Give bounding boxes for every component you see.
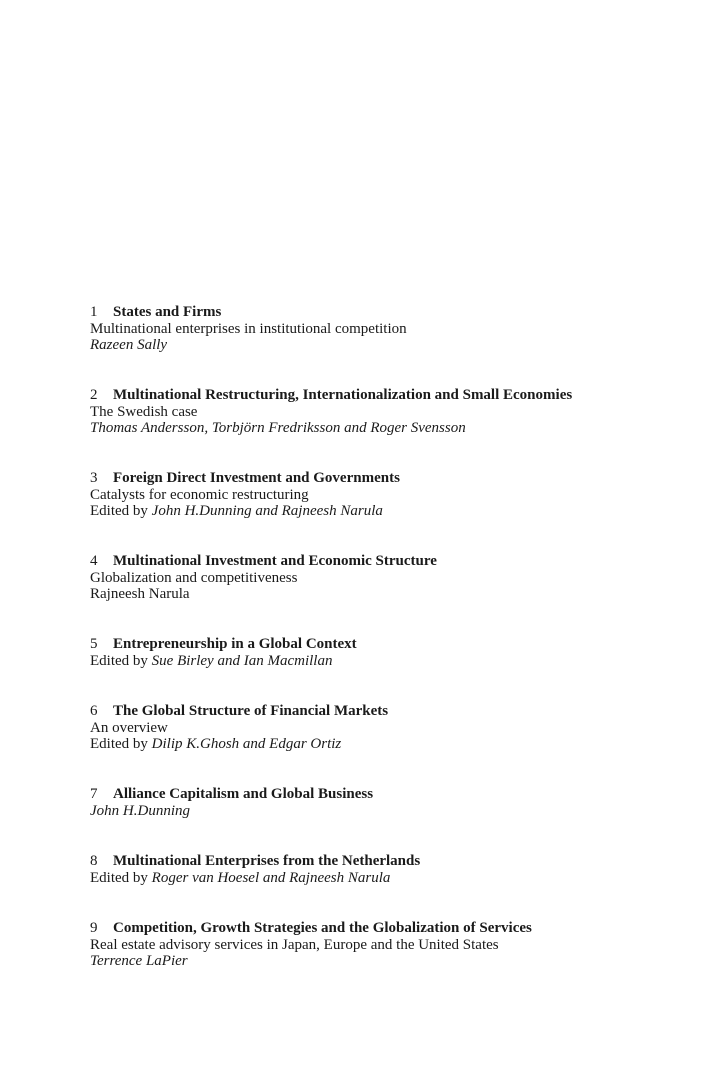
entry-author: Rajneesh Narula xyxy=(90,586,190,603)
entry-author-line xyxy=(90,736,710,753)
entry-title-line xyxy=(90,703,710,720)
entry-title-line xyxy=(90,470,710,487)
entry-title: Multinational Restructuring, Internationalization and Small Economies xyxy=(113,387,573,403)
entry-title-line xyxy=(90,920,710,937)
entry-title: The Global Structure of Financial Markets xyxy=(113,703,389,719)
entry-author-line xyxy=(90,870,710,887)
entry-author: Razeen Sally xyxy=(90,337,168,354)
entry-subtitle: The Swedish case xyxy=(90,403,198,420)
entry-title-line xyxy=(90,786,710,803)
entry-title: Alliance Capitalism and Global Business xyxy=(113,786,374,802)
entry-title: Foreign Direct Investment and Governments xyxy=(113,470,400,486)
entry-author: Sue Birley and Ian Macmillan xyxy=(151,652,333,669)
entry-title: Entrepreneurship in a Global Context xyxy=(113,636,357,652)
entry-title-line xyxy=(90,853,710,870)
entry-author-prefix: Edited by xyxy=(90,503,148,520)
entry-title-line xyxy=(90,387,710,404)
entry-author-line xyxy=(90,503,710,520)
entry-title-line xyxy=(90,636,710,653)
entry-title-line xyxy=(90,304,710,321)
entry-subtitle: Multinational enterprises in institutional competition xyxy=(90,320,407,337)
entry-number: 6 xyxy=(90,703,98,719)
entry-number: 8 xyxy=(90,853,98,869)
entry-title: Multinational Enterprises from the Netherlands xyxy=(113,853,421,869)
entry-author: Terrence LaPier xyxy=(90,953,188,970)
entry-title: States and Firms xyxy=(113,304,222,320)
entry-number: 1 xyxy=(90,304,98,320)
entry-author: John H.Dunning xyxy=(90,802,190,819)
entry-author-prefix: Edited by xyxy=(90,652,148,669)
entry-author-prefix: Edited by xyxy=(90,736,148,753)
entry-author-prefix: Edited by xyxy=(90,869,148,886)
entry-title: Competition, Growth Strategies and the Globalization of Services xyxy=(113,920,532,936)
entry-subtitle: An overview xyxy=(90,719,168,736)
entry-subtitle: Real estate advisory services in Japan, Europe and the United States xyxy=(90,936,499,953)
entry-subtitle: Catalysts for economic restructuring xyxy=(90,486,309,503)
entry-title: Multinational Investment and Economic Structure xyxy=(113,553,437,569)
series-entry-7 xyxy=(90,786,710,819)
entry-number: 7 xyxy=(90,786,98,802)
series-entry-9 xyxy=(90,920,710,970)
entry-number: 4 xyxy=(90,553,98,569)
series-entry-3 xyxy=(90,470,710,520)
entry-title-line xyxy=(90,553,710,570)
entry-number: 9 xyxy=(90,920,98,936)
entry-number: 5 xyxy=(90,636,98,652)
entry-author-line xyxy=(90,653,710,670)
series-entry-5 xyxy=(90,636,710,669)
entry-subtitle: Globalization and competitiveness xyxy=(90,569,298,586)
series-entry-4 xyxy=(90,553,710,603)
entry-author: Thomas Andersson, Torbjörn Fredriksson and Roger Svensson xyxy=(90,420,466,437)
series-entry-1 xyxy=(90,304,710,354)
entry-author: John H.Dunning and Rajneesh Narula xyxy=(151,503,383,520)
series-entry-8 xyxy=(90,853,710,886)
entry-number: 2 xyxy=(90,387,98,403)
entry-number: 3 xyxy=(90,470,98,486)
series-entry-6 xyxy=(90,703,710,753)
series-entry-2 xyxy=(90,387,710,437)
entry-author: Roger van Hoesel and Rajneesh Narula xyxy=(151,869,391,886)
entry-author: Dilip K.Ghosh and Edgar Ortiz xyxy=(151,736,342,753)
